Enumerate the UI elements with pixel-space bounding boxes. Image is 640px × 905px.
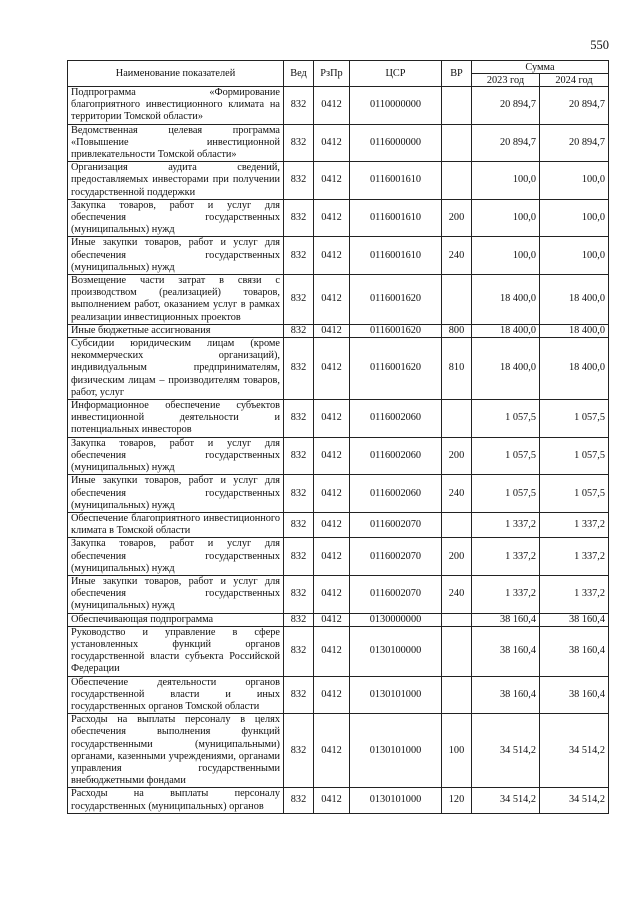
row-rzpr: 0412	[314, 714, 350, 788]
row-sum-2024: 38 160,4	[540, 626, 609, 676]
row-name: Возмещение части затрат в связи с производством (реализацией) товаров, выполнением работ, оказанием услуг в рамках реализации инвестиционных проектов	[68, 275, 284, 325]
row-csr: 0130100000	[350, 626, 442, 676]
row-sum-2024: 20 894,7	[540, 124, 609, 162]
row-sum-2023: 20 894,7	[472, 124, 540, 162]
row-rzpr: 0412	[314, 613, 350, 626]
row-sum-2024: 18 400,0	[540, 324, 609, 337]
row-csr: 0116001620	[350, 324, 442, 337]
row-csr: 0116002060	[350, 400, 442, 438]
row-rzpr: 0412	[314, 676, 350, 714]
table-row	[68, 199, 609, 237]
row-ved: 832	[284, 512, 314, 537]
table-row	[68, 400, 609, 438]
row-ved: 832	[284, 676, 314, 714]
row-rzpr: 0412	[314, 475, 350, 513]
row-csr: 0116001610	[350, 162, 442, 200]
row-rzpr: 0412	[314, 199, 350, 237]
row-rzpr: 0412	[314, 512, 350, 537]
row-sum-2023: 1 337,2	[472, 575, 540, 613]
row-csr: 0116002070	[350, 575, 442, 613]
row-sum-2024: 34 514,2	[540, 788, 609, 813]
row-sum-2024: 100,0	[540, 237, 609, 275]
table-header	[68, 61, 609, 87]
row-sum-2023: 100,0	[472, 162, 540, 200]
header-csr: ЦСР	[350, 61, 442, 87]
row-sum-2023: 100,0	[472, 199, 540, 237]
row-rzpr: 0412	[314, 124, 350, 162]
row-rzpr: 0412	[314, 275, 350, 325]
row-ved: 832	[284, 626, 314, 676]
table-row	[68, 512, 609, 537]
row-ved: 832	[284, 338, 314, 400]
header-name: Наименование показателей	[68, 61, 284, 87]
row-ved: 832	[284, 437, 314, 475]
row-vr	[442, 626, 472, 676]
table-row	[68, 626, 609, 676]
header-year-2024: 2024 год	[540, 74, 609, 87]
row-csr: 0116001610	[350, 199, 442, 237]
row-sum-2023: 1 057,5	[472, 400, 540, 438]
row-vr	[442, 124, 472, 162]
row-csr: 0116002060	[350, 475, 442, 513]
row-ved: 832	[284, 237, 314, 275]
row-rzpr: 0412	[314, 324, 350, 337]
row-name: Закупка товаров, работ и услуг для обеспечения государственных (муниципальных) нужд	[68, 199, 284, 237]
table-row	[68, 324, 609, 337]
row-csr: 0116002070	[350, 538, 442, 576]
row-sum-2023: 38 160,4	[472, 676, 540, 714]
row-sum-2023: 20 894,7	[472, 87, 540, 125]
row-vr	[442, 676, 472, 714]
row-sum-2023: 34 514,2	[472, 788, 540, 813]
table-row	[68, 275, 609, 325]
row-name: Подпрограмма «Формирование благоприятного инвестиционного климата на территории Томской области»	[68, 87, 284, 125]
table-row	[68, 676, 609, 714]
row-sum-2023: 1 057,5	[472, 437, 540, 475]
row-csr: 0116001610	[350, 237, 442, 275]
header-rzpr: РзПр	[314, 61, 350, 87]
row-name: Расходы на выплаты персоналу государственных (муниципальных) органов	[68, 788, 284, 813]
row-rzpr: 0412	[314, 626, 350, 676]
row-csr: 0130000000	[350, 613, 442, 626]
row-rzpr: 0412	[314, 162, 350, 200]
row-rzpr: 0412	[314, 538, 350, 576]
row-vr	[442, 87, 472, 125]
row-sum-2024: 100,0	[540, 162, 609, 200]
row-csr: 0116001620	[350, 338, 442, 400]
row-ved: 832	[284, 714, 314, 788]
row-name: Обеспечение деятельности органов государственной власти и иных государственных органов Томской области	[68, 676, 284, 714]
row-csr: 0116002060	[350, 437, 442, 475]
row-name: Расходы на выплаты персоналу в целях обеспечения выполнения функций государственными (муниципальными) органами, казенными учреждениями, органами управления государственными внебюджетными фондами	[68, 714, 284, 788]
row-sum-2023: 18 400,0	[472, 275, 540, 325]
row-vr	[442, 400, 472, 438]
row-sum-2024: 1 337,2	[540, 538, 609, 576]
row-vr: 240	[442, 475, 472, 513]
row-sum-2023: 1 337,2	[472, 538, 540, 576]
row-vr	[442, 275, 472, 325]
header-year-2023: 2023 год	[472, 74, 540, 87]
row-name: Ведомственная целевая программа «Повышение инвестиционной привлекательности Томской области»	[68, 124, 284, 162]
row-ved: 832	[284, 124, 314, 162]
row-sum-2024: 38 160,4	[540, 613, 609, 626]
row-rzpr: 0412	[314, 87, 350, 125]
row-ved: 832	[284, 162, 314, 200]
table-row	[68, 714, 609, 788]
row-sum-2023: 100,0	[472, 237, 540, 275]
row-sum-2024: 100,0	[540, 199, 609, 237]
row-sum-2023: 1 337,2	[472, 512, 540, 537]
row-vr: 810	[442, 338, 472, 400]
header-sum: Сумма	[472, 61, 609, 74]
row-vr: 200	[442, 199, 472, 237]
row-sum-2024: 1 057,5	[540, 400, 609, 438]
row-ved: 832	[284, 324, 314, 337]
row-name: Руководство и управление в сфере установленных функций органов государственной власти субъекта Российской Федерации	[68, 626, 284, 676]
row-vr: 240	[442, 237, 472, 275]
row-name: Субсидии юридическим лицам (кроме некоммерческих организаций), индивидуальным предпринимателям, физическим лицам – производителям товаров, работ, услуг	[68, 338, 284, 400]
row-vr	[442, 162, 472, 200]
table-row	[68, 613, 609, 626]
row-name: Обеспечивающая подпрограмма	[68, 613, 284, 626]
row-sum-2024: 1 057,5	[540, 437, 609, 475]
row-sum-2024: 1 057,5	[540, 475, 609, 513]
row-rzpr: 0412	[314, 788, 350, 813]
row-ved: 832	[284, 87, 314, 125]
row-csr: 0130101000	[350, 788, 442, 813]
row-sum-2024: 1 337,2	[540, 575, 609, 613]
row-name: Закупка товаров, работ и услуг для обеспечения государственных (муниципальных) нужд	[68, 538, 284, 576]
row-vr: 800	[442, 324, 472, 337]
row-name: Иные закупки товаров, работ и услуг для обеспечения государственных (муниципальных) нужд	[68, 575, 284, 613]
row-name: Закупка товаров, работ и услуг для обеспечения государственных (муниципальных) нужд	[68, 437, 284, 475]
table-row	[68, 538, 609, 576]
row-ved: 832	[284, 575, 314, 613]
row-rzpr: 0412	[314, 437, 350, 475]
table-row	[68, 437, 609, 475]
row-sum-2024: 1 337,2	[540, 512, 609, 537]
table-body	[68, 87, 609, 814]
table-row	[68, 237, 609, 275]
row-csr: 0130101000	[350, 714, 442, 788]
row-csr: 0116002070	[350, 512, 442, 537]
row-sum-2023: 38 160,4	[472, 613, 540, 626]
page-number: 550	[590, 38, 609, 52]
row-name: Иные бюджетные ассигнования	[68, 324, 284, 337]
table-row	[68, 87, 609, 125]
table-row	[68, 475, 609, 513]
row-csr: 0110000000	[350, 87, 442, 125]
row-rzpr: 0412	[314, 237, 350, 275]
row-ved: 832	[284, 400, 314, 438]
header-vr: ВР	[442, 61, 472, 87]
row-sum-2023: 34 514,2	[472, 714, 540, 788]
row-sum-2023: 38 160,4	[472, 626, 540, 676]
row-vr: 200	[442, 437, 472, 475]
row-rzpr: 0412	[314, 575, 350, 613]
row-ved: 832	[284, 788, 314, 813]
row-sum-2024: 20 894,7	[540, 87, 609, 125]
table-row	[68, 338, 609, 400]
table-row	[68, 788, 609, 813]
row-rzpr: 0412	[314, 400, 350, 438]
row-vr: 120	[442, 788, 472, 813]
row-ved: 832	[284, 538, 314, 576]
row-rzpr: 0412	[314, 338, 350, 400]
row-vr	[442, 613, 472, 626]
row-sum-2024: 18 400,0	[540, 275, 609, 325]
row-sum-2024: 18 400,0	[540, 338, 609, 400]
row-sum-2024: 34 514,2	[540, 714, 609, 788]
row-name: Иные закупки товаров, работ и услуг для обеспечения государственных (муниципальных) нужд	[68, 475, 284, 513]
row-sum-2024: 38 160,4	[540, 676, 609, 714]
row-csr: 0116001620	[350, 275, 442, 325]
row-csr: 0116000000	[350, 124, 442, 162]
table-row	[68, 162, 609, 200]
row-ved: 832	[284, 613, 314, 626]
row-name: Иные закупки товаров, работ и услуг для обеспечения государственных (муниципальных) нужд	[68, 237, 284, 275]
row-sum-2023: 18 400,0	[472, 324, 540, 337]
row-name: Обеспечение благоприятного инвестиционного климата в Томской области	[68, 512, 284, 537]
budget-table	[67, 60, 609, 814]
row-vr: 240	[442, 575, 472, 613]
table-row	[68, 124, 609, 162]
table-row	[68, 575, 609, 613]
row-sum-2023: 1 057,5	[472, 475, 540, 513]
row-csr: 0130101000	[350, 676, 442, 714]
row-vr: 100	[442, 714, 472, 788]
row-ved: 832	[284, 475, 314, 513]
row-vr: 200	[442, 538, 472, 576]
row-ved: 832	[284, 199, 314, 237]
row-name: Организация аудита сведений, предоставляемых инвесторами при получении государственной поддержки	[68, 162, 284, 200]
row-vr	[442, 512, 472, 537]
row-sum-2023: 18 400,0	[472, 338, 540, 400]
row-name: Информационное обеспечение субъектов инвестиционной деятельности и потенциальных инвесторов	[68, 400, 284, 438]
header-ved: Вед	[284, 61, 314, 87]
row-ved: 832	[284, 275, 314, 325]
